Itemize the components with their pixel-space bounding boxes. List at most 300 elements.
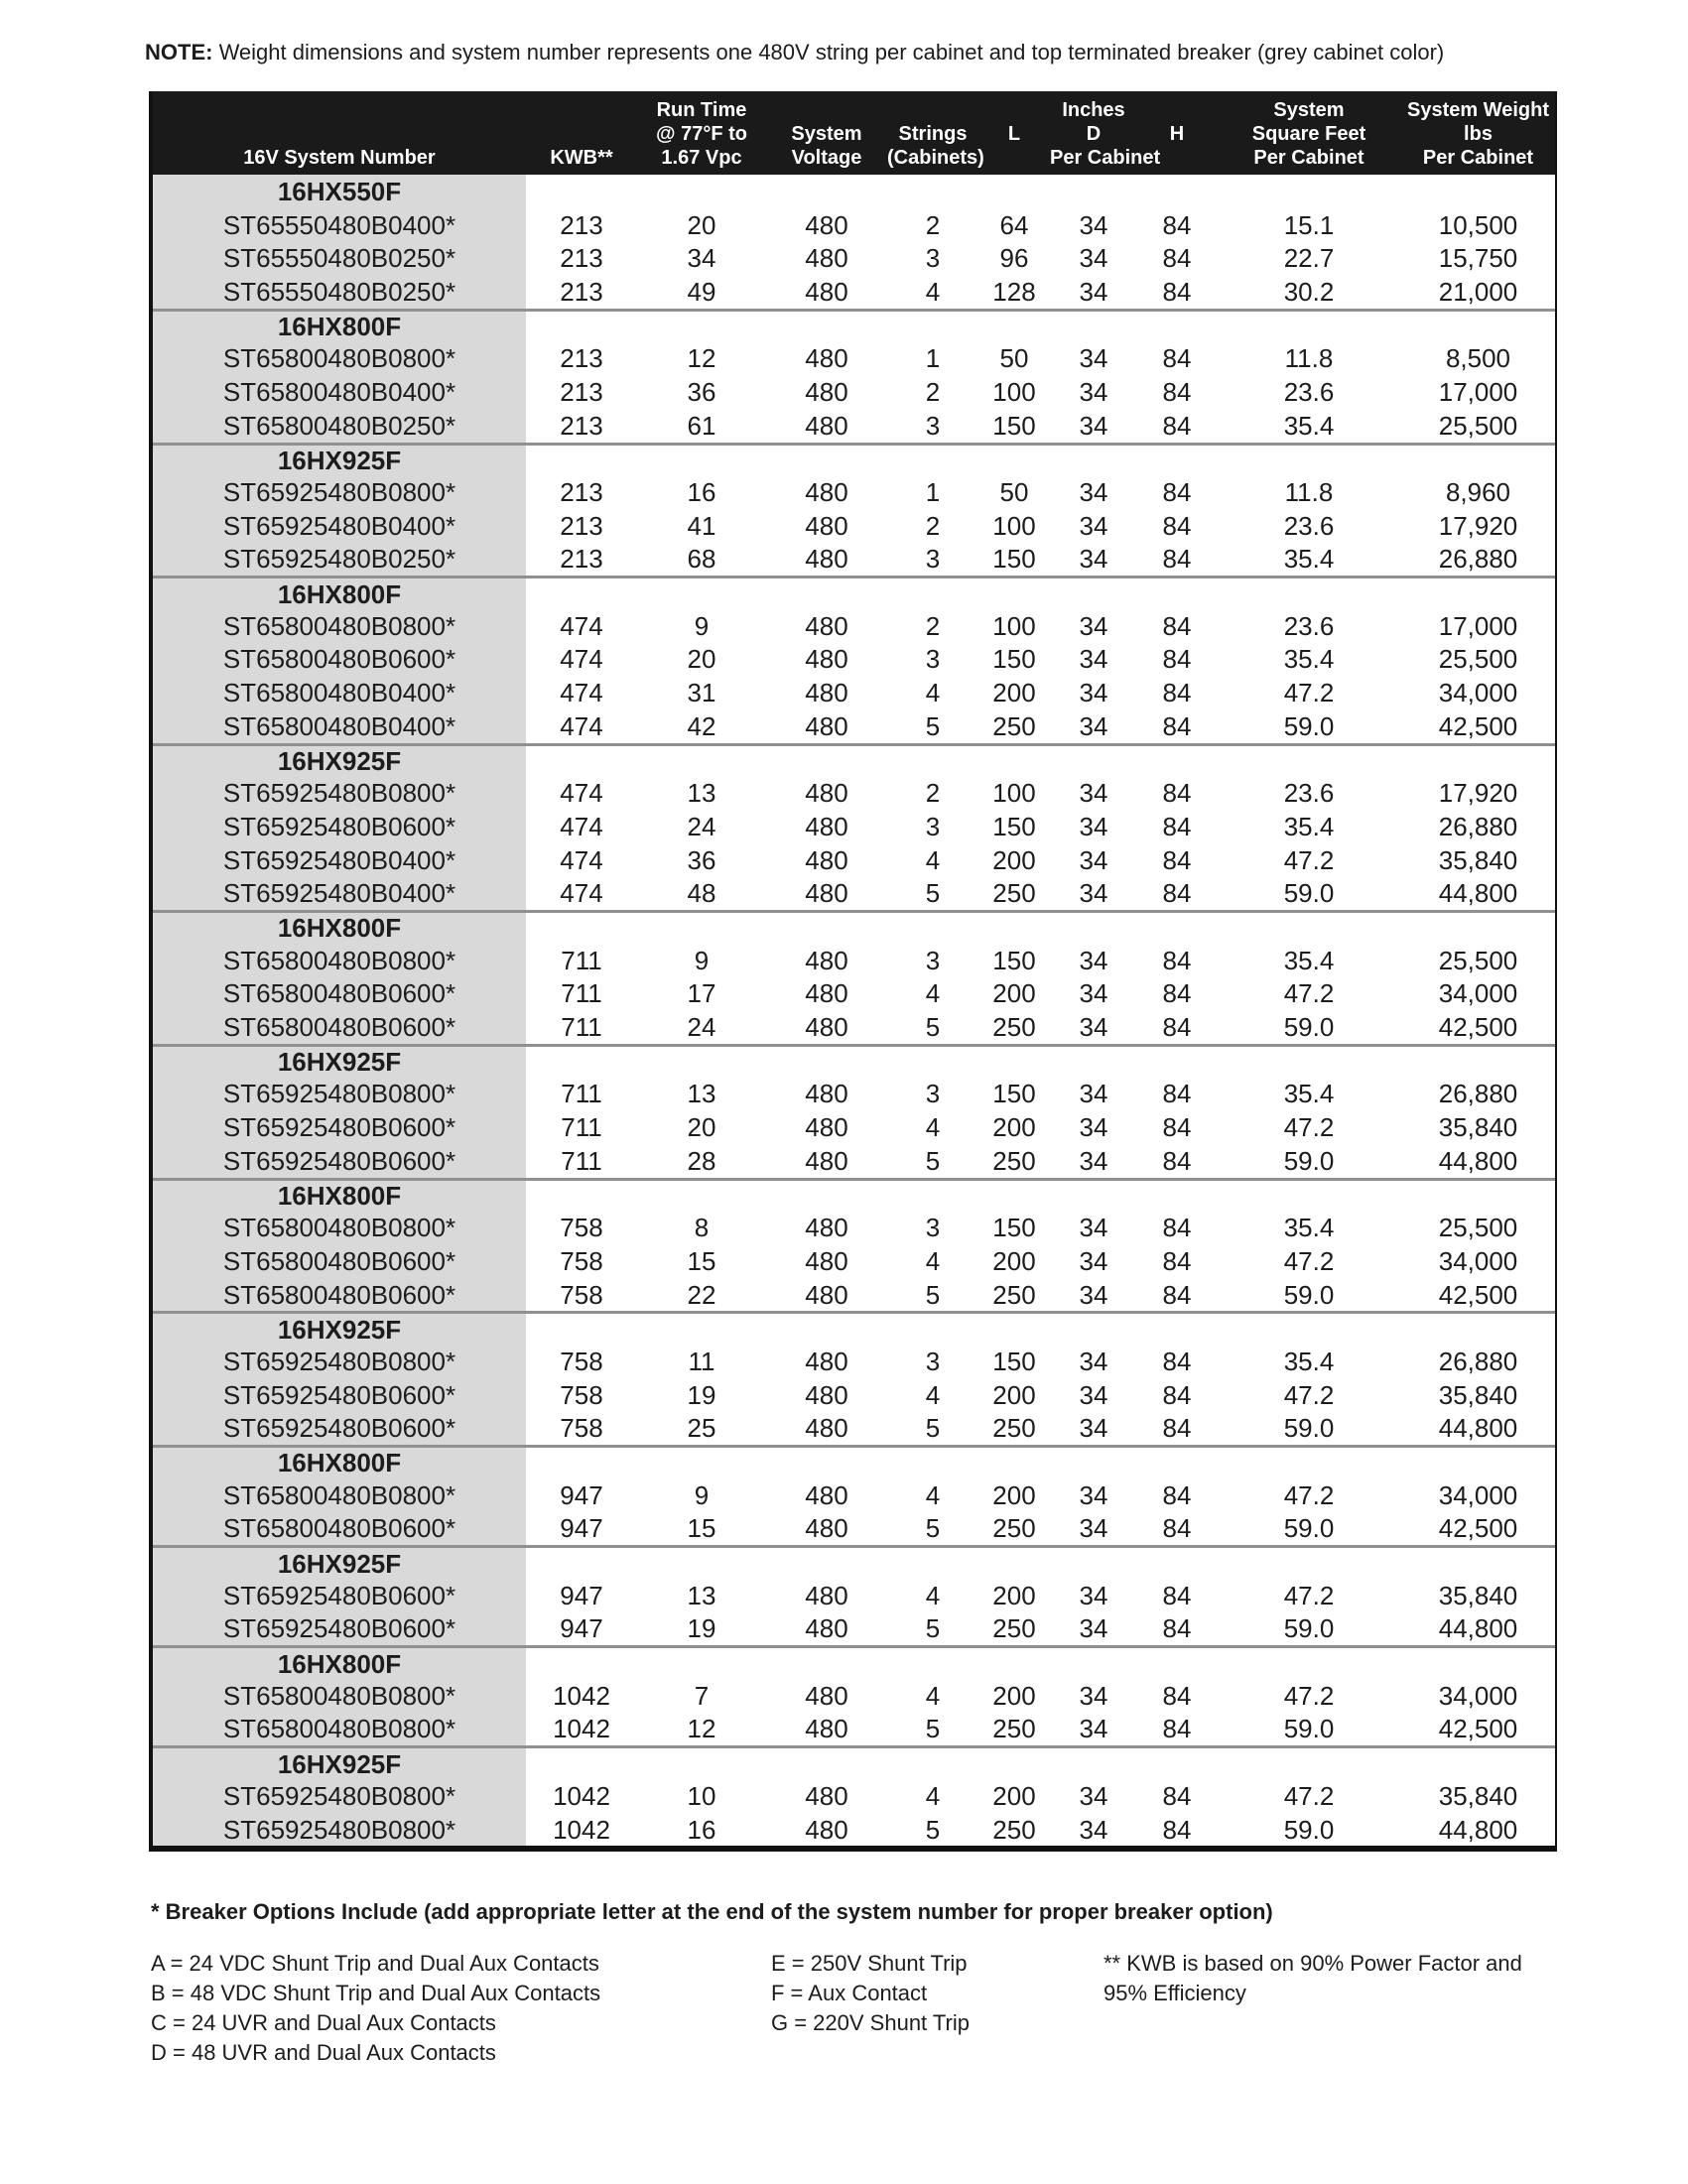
note-label: NOTE: [145, 40, 213, 64]
cell-kwb: 213 [560, 544, 603, 575]
cell-strings: 3 [925, 811, 941, 841]
cell-system-number: ST65925480B0600* [153, 1411, 526, 1445]
cell-d: 34 [1079, 477, 1108, 508]
cell-h: 84 [1162, 1213, 1192, 1243]
cell-d: 34 [1079, 1145, 1108, 1176]
cell-square-feet: 11.8 [1284, 343, 1334, 374]
column-header-line: Run Time [656, 99, 747, 121]
table-row [153, 1411, 1555, 1445]
cell-kwb: 474 [560, 710, 603, 741]
cell-square-feet: 23.6 [1283, 778, 1335, 809]
cell-d: 34 [1079, 1479, 1108, 1510]
cell-weight: 34,000 [1438, 1479, 1518, 1510]
cell-system-voltage: 480 [805, 945, 848, 975]
cell-l: 200 [992, 1680, 1036, 1711]
cell-weight: 35,840 [1438, 1112, 1518, 1143]
footnote-line: E = 250V Shunt Trip [771, 1951, 968, 1977]
cell-strings: 3 [925, 410, 941, 441]
column-header-system-number [153, 98, 526, 170]
cell-h: 84 [1162, 1279, 1192, 1310]
cell-system-number: ST65800480B0600* [153, 977, 526, 1011]
table-row [153, 1612, 1555, 1646]
cell-weight: 8,500 [1445, 343, 1511, 374]
cell-d: 34 [1079, 1379, 1108, 1410]
cell-h: 84 [1162, 710, 1192, 741]
cell-system-number: ST65800480B0800* [153, 1713, 526, 1746]
cell-strings: 4 [925, 1112, 941, 1143]
cell-system-voltage: 480 [805, 243, 848, 274]
cell-l: 200 [992, 844, 1036, 875]
cell-system-voltage: 480 [805, 878, 848, 909]
cell-weight: 25,500 [1438, 644, 1518, 675]
table-row [153, 1679, 1555, 1713]
cell-h: 84 [1162, 1245, 1192, 1276]
cell-square-feet: 47.2 [1283, 978, 1335, 1009]
cell-square-feet: 23.6 [1283, 376, 1335, 407]
cell-square-feet: 47.2 [1283, 844, 1335, 875]
cell-run-time: 42 [687, 710, 716, 741]
cell-kwb: 758 [560, 1379, 603, 1410]
cell-system-number: ST65925480B0400* [153, 509, 526, 543]
cell-d: 34 [1079, 1814, 1108, 1845]
cell-l: 200 [992, 1580, 1036, 1610]
cell-kwb: 1042 [553, 1680, 610, 1711]
section-filler [526, 1181, 1555, 1212]
cell-run-time: 10 [687, 1780, 716, 1811]
cell-d: 34 [1079, 510, 1108, 541]
cell-run-time: 16 [687, 477, 716, 508]
table-row [153, 543, 1555, 577]
cell-strings: 4 [925, 1580, 941, 1610]
column-header-h [1137, 98, 1217, 170]
section-name: 16HX925F [153, 1047, 526, 1078]
column-header-line: KWB** [550, 147, 613, 169]
cell-kwb: 213 [560, 410, 603, 441]
cell-l: 250 [992, 1714, 1036, 1744]
cell-square-feet: 59.0 [1283, 1613, 1335, 1644]
cell-system-voltage: 480 [805, 1079, 848, 1109]
footnote-line: D = 48 UVR and Dual Aux Contacts [151, 2040, 496, 2066]
section-filler [526, 578, 1555, 609]
cell-strings: 2 [925, 610, 941, 641]
table-row [153, 1813, 1555, 1847]
cell-kwb: 711 [561, 945, 602, 975]
cell-l: 150 [992, 1079, 1036, 1109]
column-header-line: Per Cabinet [1422, 147, 1534, 169]
cell-square-feet: 35.4 [1283, 1213, 1335, 1243]
table-row [153, 843, 1555, 877]
table-body [153, 175, 1555, 1846]
column-header-line [526, 122, 637, 146]
cell-l: 150 [992, 811, 1036, 841]
cell-square-feet: 59.0 [1283, 1012, 1335, 1043]
section-name: 16HX925F [153, 1548, 526, 1579]
cell-weight: 34,000 [1438, 1680, 1518, 1711]
cell-square-feet: 59.0 [1283, 1279, 1335, 1310]
table-row [153, 275, 1555, 309]
cell-system-number: ST65800480B0800* [153, 341, 526, 375]
cell-h: 84 [1162, 778, 1192, 809]
cell-l: 250 [992, 1814, 1036, 1845]
column-header-line: Square Feet [1251, 123, 1366, 145]
table-row [153, 776, 1555, 810]
cell-run-time: 61 [687, 410, 716, 441]
column-header-system-voltage [766, 98, 887, 170]
cell-system-voltage: 480 [805, 477, 848, 508]
cell-d: 34 [1079, 811, 1108, 841]
cell-d: 34 [1079, 1079, 1108, 1109]
table-header-row [153, 91, 1555, 175]
cell-strings: 3 [925, 1079, 941, 1109]
cell-square-feet: 59.0 [1283, 1513, 1335, 1544]
cell-strings: 4 [925, 1245, 941, 1276]
cell-run-time: 25 [687, 1413, 716, 1444]
cell-strings: 2 [925, 510, 941, 541]
table-row [153, 509, 1555, 543]
cell-run-time: 19 [687, 1613, 716, 1644]
cell-system-voltage: 480 [805, 1780, 848, 1811]
cell-system-number: ST65925480B0800* [153, 1779, 526, 1813]
section-filler [526, 1748, 1555, 1779]
column-header-line: 16V System Number [243, 147, 436, 169]
cell-system-number: ST65800480B0400* [153, 709, 526, 743]
cell-system-number: ST65800480B0400* [153, 676, 526, 709]
cell-run-time: 12 [687, 1714, 716, 1744]
cell-system-number: ST65800480B0800* [153, 1211, 526, 1244]
cell-run-time: 16 [687, 1814, 716, 1845]
cell-run-time: 68 [687, 544, 716, 575]
cell-l: 250 [992, 878, 1036, 909]
cell-l: 200 [992, 1245, 1036, 1276]
section-filler [526, 446, 1555, 476]
kwb-footnote [1104, 1949, 1628, 2008]
column-header-line: @ 77°F to [656, 123, 747, 145]
cell-kwb: 711 [561, 1012, 602, 1043]
cell-h: 84 [1162, 1613, 1192, 1644]
footnote-line: F = Aux Contact [771, 1981, 928, 2006]
cell-strings: 1 [925, 343, 941, 374]
table-row [153, 676, 1555, 709]
cell-strings: 4 [925, 1379, 941, 1410]
cell-kwb: 758 [560, 1346, 603, 1376]
cell-weight: 25,500 [1438, 410, 1518, 441]
cell-kwb: 474 [560, 610, 603, 641]
column-header-line: Voltage [791, 147, 862, 169]
cell-system-number: ST65925480B0800* [153, 475, 526, 509]
cell-d: 34 [1079, 1213, 1108, 1243]
table-row [153, 475, 1555, 509]
cell-system-number: ST65925480B0800* [153, 776, 526, 810]
footnote-line: 95% Efficiency [1104, 1981, 1246, 2006]
cell-system-voltage: 480 [805, 510, 848, 541]
cell-kwb: 947 [560, 1613, 603, 1644]
cell-system-number: ST65925480B0800* [153, 1345, 526, 1378]
column-header-line: System Weight [1407, 99, 1549, 121]
cell-square-feet: 35.4 [1283, 1346, 1335, 1376]
table-row [153, 208, 1555, 242]
cell-strings: 3 [925, 544, 941, 575]
cell-weight: 42,500 [1438, 1513, 1518, 1544]
cell-system-voltage: 480 [805, 544, 848, 575]
cell-l: 150 [992, 1346, 1036, 1376]
cell-h: 84 [1162, 1112, 1192, 1143]
cell-kwb: 758 [560, 1245, 603, 1276]
section-filler [526, 1548, 1555, 1579]
section-name: 16HX925F [153, 1314, 526, 1345]
cell-strings: 5 [925, 1613, 941, 1644]
table-row [153, 1478, 1555, 1512]
cell-run-time: 15 [687, 1513, 716, 1544]
cell-square-feet: 35.4 [1283, 410, 1335, 441]
cell-weight: 21,000 [1438, 276, 1518, 307]
cell-l: 50 [999, 343, 1029, 374]
cell-square-feet: 59.0 [1283, 710, 1335, 741]
cell-l: 250 [992, 1279, 1036, 1310]
cell-system-number: ST65925480B0600* [153, 1378, 526, 1412]
cell-strings: 1 [925, 477, 941, 508]
column-header-line: lbs [1464, 123, 1493, 145]
cell-system-number: ST65800480B0400* [153, 375, 526, 409]
cell-run-time: 20 [687, 644, 716, 675]
section-filler [526, 1648, 1555, 1679]
footnote-line: C = 24 UVR and Dual Aux Contacts [151, 2010, 496, 2036]
cell-square-feet: 47.2 [1283, 1245, 1335, 1276]
cell-square-feet: 15.1 [1283, 209, 1335, 240]
cell-l: 250 [992, 710, 1036, 741]
cell-l: 150 [992, 410, 1036, 441]
section-filler [526, 746, 1555, 777]
cell-h: 84 [1162, 544, 1192, 575]
cell-system-number: ST65800480B0600* [153, 1512, 526, 1546]
table-row [153, 643, 1555, 677]
cell-l: 100 [992, 778, 1036, 809]
cell-system-voltage: 480 [805, 1012, 848, 1043]
cell-strings: 5 [925, 1012, 941, 1043]
section-name: 16HX800F [153, 1448, 526, 1478]
cell-square-feet: 30.2 [1283, 276, 1335, 307]
cell-kwb: 711 [561, 1145, 602, 1176]
footnote-line: B = 48 VDC Shunt Trip and Dual Aux Contacts [151, 1981, 601, 2006]
cell-square-feet: 11.8 [1284, 477, 1334, 508]
section-header-row [153, 1178, 1555, 1212]
table-row [153, 1110, 1555, 1144]
cell-square-feet: 59.0 [1283, 1814, 1335, 1845]
cell-system-voltage: 480 [805, 1814, 848, 1845]
column-header-square-feet [1217, 98, 1401, 170]
cell-kwb: 213 [560, 243, 603, 274]
cell-weight: 26,880 [1438, 811, 1518, 841]
cell-h: 84 [1162, 276, 1192, 307]
cell-run-time: 24 [687, 1012, 716, 1043]
cell-run-time: 13 [687, 1079, 716, 1109]
cell-kwb: 213 [560, 343, 603, 374]
cell-system-voltage: 480 [805, 1479, 848, 1510]
section-filler [526, 312, 1555, 342]
column-header-line [526, 98, 637, 122]
cell-kwb: 474 [560, 811, 603, 841]
cell-l: 250 [992, 1012, 1036, 1043]
cell-square-feet: 35.4 [1283, 1079, 1335, 1109]
cell-strings: 4 [925, 1680, 941, 1711]
column-header-line [1137, 98, 1217, 122]
section-name: 16HX800F [153, 1648, 526, 1679]
column-header-line [1137, 146, 1217, 170]
cell-strings: 5 [925, 1513, 941, 1544]
footnote-columns [151, 1949, 1628, 2068]
cell-h: 84 [1162, 1580, 1192, 1610]
cell-h: 84 [1162, 477, 1192, 508]
cell-d: 34 [1079, 644, 1108, 675]
cell-run-time: 28 [687, 1145, 716, 1176]
cell-run-time: 49 [687, 276, 716, 307]
cell-strings: 2 [925, 209, 941, 240]
cell-system-number: ST65925480B0600* [153, 810, 526, 843]
cell-d: 34 [1079, 978, 1108, 1009]
column-header-weight [1401, 98, 1555, 170]
cell-weight: 35,840 [1438, 1580, 1518, 1610]
table-row [153, 1144, 1555, 1178]
table-row [153, 341, 1555, 375]
cell-square-feet: 59.0 [1283, 1714, 1335, 1744]
cell-weight: 15,750 [1438, 243, 1518, 274]
cell-strings: 5 [925, 1413, 941, 1444]
cell-weight: 26,880 [1438, 544, 1518, 575]
column-header-line: System [791, 123, 862, 145]
table-row [153, 1244, 1555, 1278]
cell-system-number: ST65800480B0600* [153, 1278, 526, 1312]
cell-run-time: 12 [687, 343, 716, 374]
cell-d: 34 [1079, 1245, 1108, 1276]
cell-l: 150 [992, 1213, 1036, 1243]
table-row [153, 709, 1555, 743]
cell-system-number: ST65925480B0600* [153, 1612, 526, 1646]
table-row [153, 1010, 1555, 1044]
cell-run-time: 8 [694, 1213, 710, 1243]
section-name: 16HX925F [153, 746, 526, 777]
cell-kwb: 213 [560, 276, 603, 307]
footnote-line: A = 24 VDC Shunt Trip and Dual Aux Contacts [151, 1951, 599, 1977]
cell-run-time: 15 [687, 1245, 716, 1276]
table-row [153, 977, 1555, 1011]
cell-kwb: 474 [560, 778, 603, 809]
cell-weight: 42,500 [1438, 1012, 1518, 1043]
breaker-options-title: * Breaker Options Include (add appropriate letter at the end of the system number for proper breaker option) [151, 1899, 1273, 1925]
cell-d: 34 [1079, 1346, 1108, 1376]
column-header-line [153, 122, 526, 146]
cell-weight: 34,000 [1438, 678, 1518, 708]
cell-d: 34 [1079, 710, 1108, 741]
cell-h: 84 [1162, 209, 1192, 240]
cell-weight: 17,920 [1438, 778, 1518, 809]
column-header-line [153, 98, 526, 122]
table-row [153, 1211, 1555, 1244]
cell-weight: 26,880 [1438, 1079, 1518, 1109]
cell-d: 34 [1079, 1279, 1108, 1310]
cell-l: 200 [992, 978, 1036, 1009]
cell-square-feet: 47.2 [1283, 1112, 1335, 1143]
cell-h: 84 [1162, 410, 1192, 441]
cell-weight: 44,800 [1438, 878, 1518, 909]
cell-strings: 3 [925, 945, 941, 975]
cell-square-feet: 59.0 [1283, 878, 1335, 909]
cell-d: 34 [1079, 209, 1108, 240]
cell-system-number: ST65800480B0600* [153, 643, 526, 677]
column-header-line [766, 98, 887, 122]
column-header-line: Inches [1062, 99, 1125, 121]
cell-system-voltage: 480 [805, 343, 848, 374]
column-header-line [887, 98, 978, 122]
cell-system-voltage: 480 [805, 1613, 848, 1644]
cell-system-voltage: 480 [805, 1580, 848, 1610]
cell-square-feet: 22.7 [1283, 243, 1335, 274]
cell-strings: 2 [925, 778, 941, 809]
cell-kwb: 1042 [553, 1780, 610, 1811]
cell-d: 34 [1079, 1613, 1108, 1644]
cell-h: 84 [1162, 978, 1192, 1009]
column-header-run-time [637, 98, 766, 170]
cell-weight: 35,840 [1438, 1780, 1518, 1811]
cell-system-number: ST65925480B0600* [153, 1579, 526, 1612]
cell-weight: 35,840 [1438, 844, 1518, 875]
section-header-row [153, 1745, 1555, 1779]
cell-run-time: 7 [694, 1680, 710, 1711]
cell-strings: 4 [925, 1780, 941, 1811]
cell-strings: 5 [925, 1279, 941, 1310]
section-header-row [153, 576, 1555, 609]
cell-run-time: 17 [687, 978, 716, 1009]
cell-h: 84 [1162, 1413, 1192, 1444]
cell-strings: 5 [925, 1714, 941, 1744]
section-header-row [153, 309, 1555, 342]
cell-square-feet: 23.6 [1283, 610, 1335, 641]
section-header-row [153, 1311, 1555, 1345]
cell-system-number: ST65550480B0400* [153, 208, 526, 242]
section-filler [526, 1047, 1555, 1078]
cell-kwb: 758 [560, 1413, 603, 1444]
section-header-row [153, 1044, 1555, 1078]
cell-square-feet: 23.6 [1283, 510, 1335, 541]
cell-system-voltage: 480 [805, 1346, 848, 1376]
cell-strings: 5 [925, 878, 941, 909]
section-header-row [153, 1545, 1555, 1579]
cell-kwb: 1042 [553, 1814, 610, 1845]
cell-system-voltage: 480 [805, 811, 848, 841]
cell-kwb: 711 [561, 1079, 602, 1109]
cell-run-time: 9 [694, 945, 710, 975]
cell-strings: 3 [925, 1213, 941, 1243]
section-name: 16HX800F [153, 578, 526, 609]
footnotes [151, 1899, 1628, 2068]
column-header-line: System [1273, 99, 1345, 121]
cell-h: 84 [1162, 1346, 1192, 1376]
cell-run-time: 13 [687, 778, 716, 809]
table-row [153, 409, 1555, 443]
cell-square-feet: 47.2 [1283, 1580, 1335, 1610]
cell-system-voltage: 480 [805, 710, 848, 741]
table-row [153, 609, 1555, 643]
table-row [153, 241, 1555, 275]
table-row [153, 1078, 1555, 1111]
cell-l: 200 [992, 1112, 1036, 1143]
cell-h: 84 [1162, 1379, 1192, 1410]
cell-d: 34 [1079, 1112, 1108, 1143]
cell-strings: 4 [925, 276, 941, 307]
cell-weight: 10,500 [1438, 209, 1518, 240]
cell-strings: 5 [925, 1814, 941, 1845]
cell-d: 34 [1079, 778, 1108, 809]
section-name: 16HX800F [153, 913, 526, 944]
cell-weight: 44,800 [1438, 1413, 1518, 1444]
